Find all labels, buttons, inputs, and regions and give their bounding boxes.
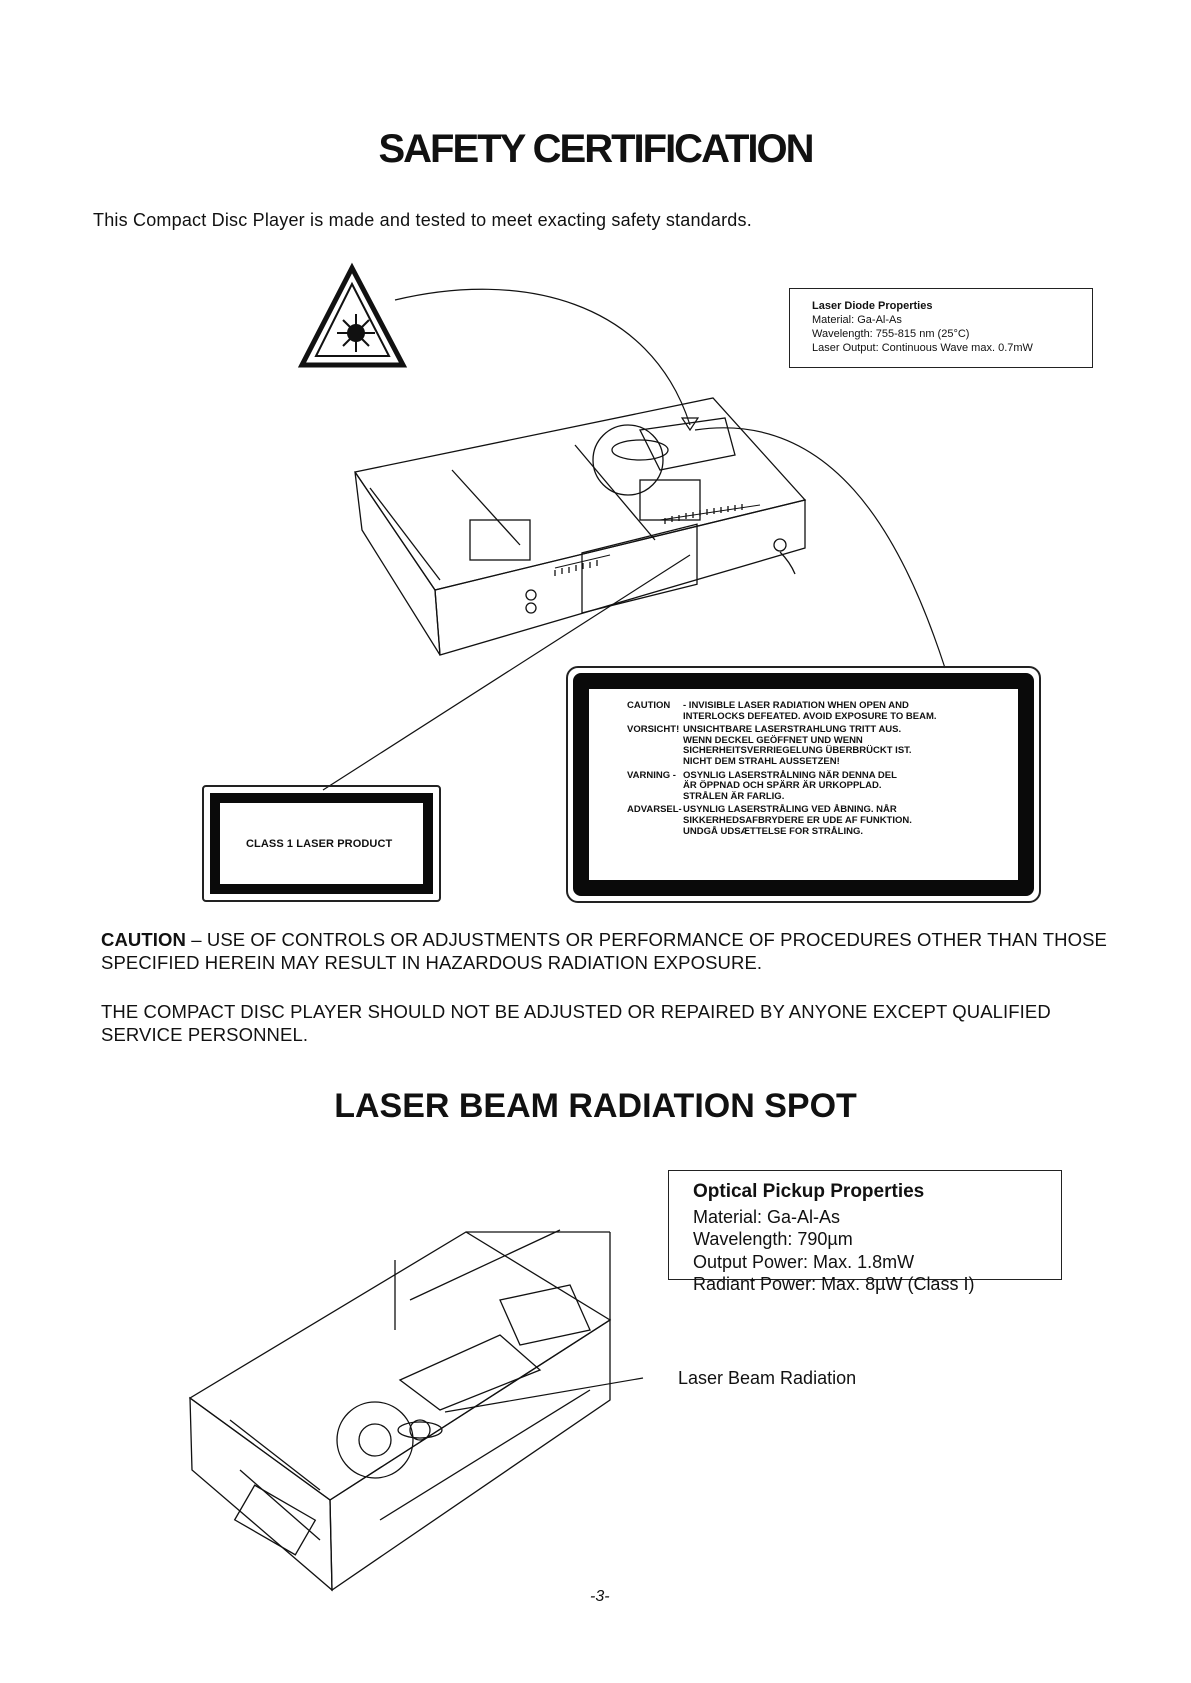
class1-label-text: CLASS 1 LASER PRODUCT (246, 837, 393, 850)
section-title: LASER BEAM RADIATION SPOT (334, 1087, 857, 1125)
warning-key: VARNING - (627, 769, 676, 781)
warning-line (627, 701, 1018, 722)
warning-line (627, 771, 1018, 803)
intro-text: This Compact Disc Player is made and tested to meet exacting safety standards. (93, 210, 752, 230)
caution-paragraph (101, 928, 1121, 974)
warning-text: - INVISIBLE LASER RADIATION WHEN OPEN AND INTERLOCKS DEFEATED. AVOID EXPOSURE TO BEAM. (683, 700, 937, 722)
page-number: -3- (590, 1588, 610, 1605)
optical-pickup-properties (668, 1170, 1062, 1294)
warning-line (627, 805, 1018, 837)
laser-diode-heading: Laser Diode Properties (812, 300, 933, 312)
laser-warning-icon (302, 268, 403, 365)
page-title: SAFETY CERTIFICATION (378, 127, 813, 171)
optical-pickup-material: Material: Ga-Al-As (693, 1206, 841, 1227)
warning-label (566, 666, 1041, 903)
warning-line (627, 725, 1018, 767)
laser-diode-output: Laser Output: Continuous Wave max. 0.7mW (812, 342, 1033, 354)
warning-key: ADVARSEL- (627, 804, 682, 816)
optical-pickup-heading: Optical Pickup Properties (693, 1181, 925, 1202)
optical-pickup-output: Output Power: Max. 1.8mW (693, 1251, 915, 1272)
beam-radiation-label: Laser Beam Radiation (678, 1368, 857, 1388)
laser-diode-properties (789, 288, 1093, 368)
caution-label: CAUTION (101, 929, 186, 950)
class1-label (202, 785, 441, 902)
warning-text: USYNLIG LASERSTRÅLING VED ÅBNING. NÅR SIKKERHEDSAFBRYDERE ER UDE AF FUNKTION. UNDGÅ UDSÆTTELSE FOR STRÅLING. (683, 804, 912, 837)
optical-pickup-radiant: Radiant Power: Max. 8µW (Class I) (693, 1274, 975, 1294)
optical-pickup-drawing (190, 1230, 610, 1590)
laser-diode-material: Material: Ga-Al-As (812, 314, 902, 326)
cd-player-drawing (355, 398, 805, 655)
warning-key: CAUTION (627, 700, 671, 711)
optical-pickup-wavelength: Wavelength: 790µm (693, 1229, 853, 1249)
caution-text: – USE OF CONTROLS OR ADJUSTMENTS OR PERFORMANCE OF PROCEDURES OTHER THAN THOSE SPECIFIED HEREIN MAY RESULT IN HAZARDOUS RADIATION EXPOSURE. (101, 929, 1107, 973)
warning-key: VORSICHT! (627, 724, 680, 736)
warning-text: OSYNLIG LASERSTRÅLNING NÄR DENNA DEL ÄR ÖPPNAD OCH SPÄRR ÄR URKOPPLAD. STRÅLEN ÄR FARLIG. (683, 769, 897, 802)
laser-diode-wavelength: Wavelength: 755-815 nm (25°C) (812, 328, 970, 340)
service-notice: THE COMPACT DISC PLAYER SHOULD NOT BE ADJUSTED OR REPAIRED BY ANYONE EXCEPT QUALIFIED SERVICE PERSONNEL. (101, 1001, 1051, 1045)
warning-text: UNSICHTBARE LASERSTRAHLUNG TRITT AUS. WENN DECKEL GEÖFFNET UND WENN SICHERHEITSVERRIEGELUNG ÜBERBRÜCKT IST. NICHT DEM STRAHL AUSSETZEN! (683, 724, 912, 767)
